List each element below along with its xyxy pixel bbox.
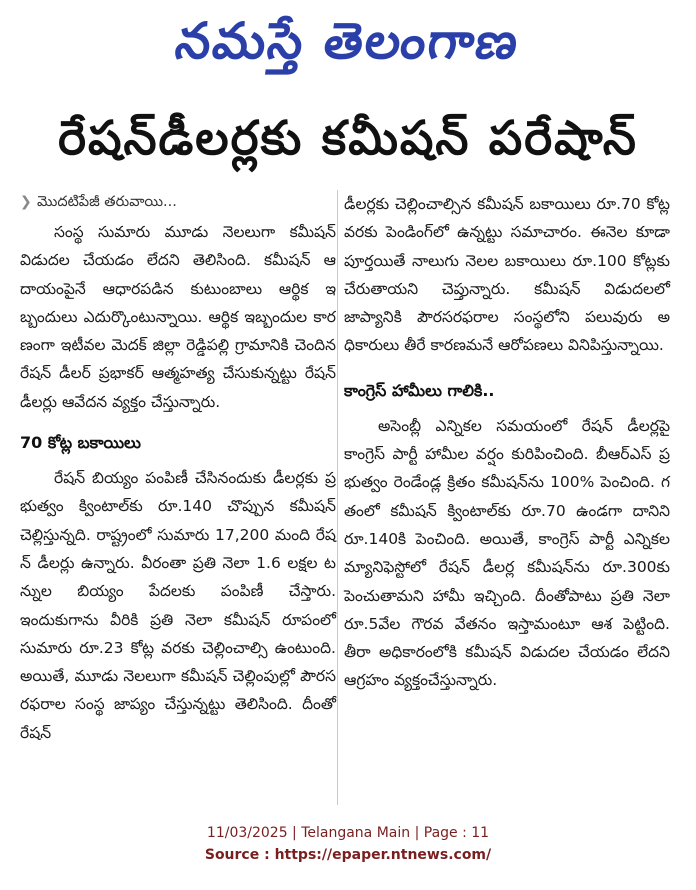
column-divider — [337, 190, 338, 805]
left-column — [20, 190, 336, 747]
article-paragraph: డీలర్లకు చెల్లించాల్సిన కమీషన్ బకాయిలు రూ.70 కోట్ల వరకు పెండింగ్‌లో ఉన్నట్టు సమాచారం. ఈనెల కూడా పూర్తయితే నాలుగు నెలల బకాయిలు రూ.100 కోట్లకు చేరుతాయని చెప్తున్నారు. కమీషన్ విడుదలలో జాప్యానికి పౌరసరఫరాల సంస్థలోని పలువురు అధికారులు తీరే కారణమనే ఆరోపణలు వినిపిస్తున్నాయి. — [344, 195, 670, 355]
source-link[interactable]: Source : https://epaper.ntnews.com/ — [204, 847, 492, 863]
article-paragraph: రేషన్ బియ్యం పంపిణీ చేసినందుకు డీలర్లకు ప్రభుత్వం క్వింటాల్‌కు రూ.140 చొప్పున కమీషన్ చెల్లిస్తున్నది. రాష్ట్రంలో సుమారు 17,200 మంది రేషన్ డీలర్లు ఉన్నారు. వీరంతా ప్రతి నెలా 1.6 లక్షల టన్నుల బియ్యం పేదలకు పంపిణీ చేస్తారు. ఇందుకుగాను వీరికి ప్రతి నెలా కమీషన్ రూపంలో సుమారు రూ.23 కోట్ల వరకు చెల్లించాల్సి ఉంటుంది. అయితే, మూడు నెలలుగా కమీషన్ చెల్లింపుల్లో పౌరసరఫరాల సంస్థ జాప్యం చేస్తున్నట్టు తెలిసింది. దీంతో రేషన్ — [20, 469, 336, 742]
article-paragraph: అసెంబ్లీ ఎన్నికల సమయంలో రేషన్ డీలర్లపై కాంగ్రెస్ పార్టీ హామీల వర్షం కురిపించింది. బీఆర్‌ఎస్ ప్రభుత్వం రెండేండ్ల క్రితం కమీషన్‌ను 100% పెంచింది. గతంలో కమీషన్ క్వింటాల్‌కు రూ.70 ఉండగా దానిని రూ.140కి పెంచింది. అయితే, కాంగ్రెస్ పార్టీ ఎన్నికల మ్యానిఫెస్టోలో రేషన్ డీలర్ల కమీషన్‌ను రూ.300కు పెంచుతామని హామీ ఇచ్చింది. దీంతోపాటు ప్రతి నెలా రూ.5వేల గౌరవ వేతనం ఇస్తామంటూ ఆశ పెట్టింది. తీరా అధికారంలోకి కమీషన్ విడుదల చేయడం లేదని ఆగ్రహం వ్యక్తంచేస్తున్నారు. — [344, 416, 670, 690]
continued-from-text: మొదటిపేజీ తరువాయి... — [37, 194, 177, 210]
chevron-right-icon: ❯ — [20, 194, 32, 210]
continued-from-note — [20, 190, 336, 214]
page-footer — [0, 822, 696, 866]
masthead-logo: నమస్తే తెలంగాణ — [172, 11, 524, 70]
edition-info: 11/03/2025 | Telangana Main | Page : 11 — [206, 825, 490, 841]
section-subhead: కాంగ్రెస్ హామీలు గాలికి.. — [344, 380, 495, 400]
right-column — [344, 190, 670, 695]
article-paragraph: సంస్థ సుమారు మూడు నెలలుగా కమీషన్ విడుదల చేయడం లేదని తెలిసింది. కమీషన్ ఆదాయంపైనే ఆధారపడిన కుటుంబాలు ఆర్థిక ఇబ్బందులు ఎదుర్కొంటున్నాయి. ఆర్థిక ఇబ్బందుల కారణంగా ఇటీవల మెదక్ జిల్లా రెడ్డిపల్లి గ్రామానికి చెందిన రేషన్ డీలర్ ప్రభాకర్ ఆత్మహత్య చేసుకున్నట్టు రేషన్ డీలర్లు ఆవేదన వ్యక్తం చేస్తున్నారు. — [20, 223, 336, 411]
masthead — [0, 0, 696, 82]
article-headline: రేషన్‌డీలర్లకు కమీషన్ పరేషాన్ — [58, 111, 638, 166]
section-subhead: 70 కోట్ల బకాయిలు — [20, 433, 141, 453]
